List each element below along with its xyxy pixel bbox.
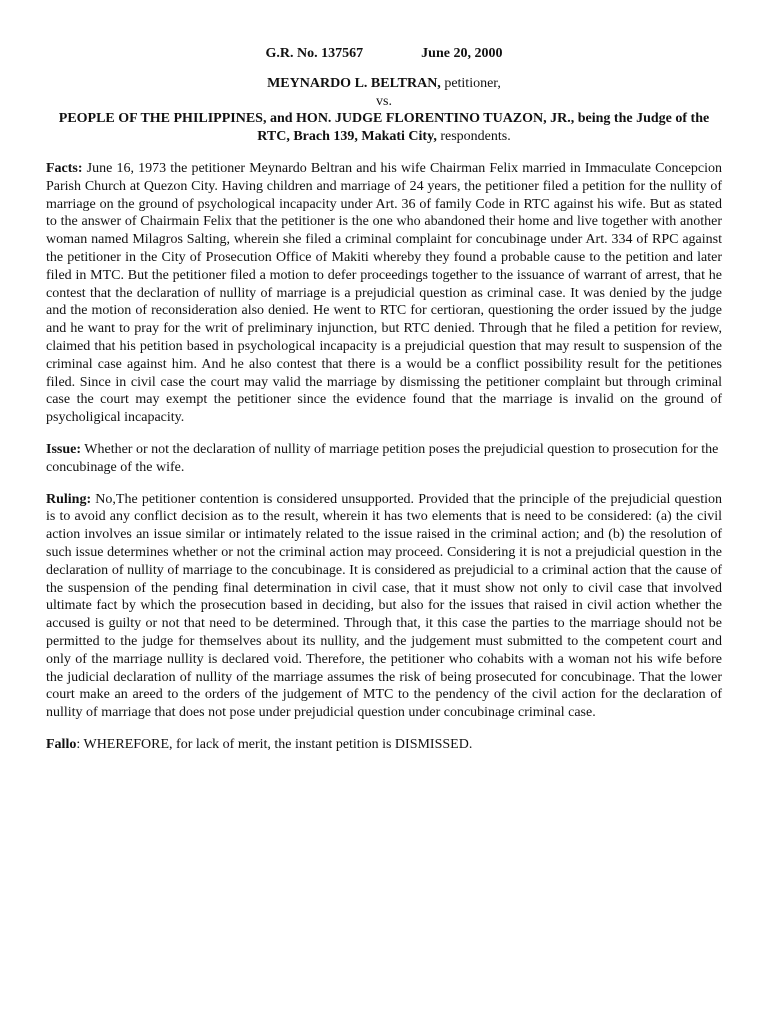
issue-text: Whether or not the declaration of nullity of marriage petition poses the prejudicial question to prosecution for the concubinage of the wife.: [46, 441, 719, 475]
issue-label: Issue:: [46, 441, 82, 457]
issue-section: [46, 441, 722, 477]
ruling-label: Ruling:: [46, 491, 92, 507]
fallo-section: [46, 736, 722, 754]
case-header: [46, 45, 722, 146]
decision-date: June 20, 2000: [421, 46, 503, 61]
versus-text: vs.: [376, 93, 392, 109]
case-caption-line: [46, 45, 722, 63]
petitioner-role: petitioner,: [440, 75, 501, 91]
fallo-label: Fallo: [46, 736, 77, 752]
document-page: [46, 45, 722, 754]
respondents-names: PEOPLE OF THE PHILIPPINES, and HON. JUDGE FLORENTINO TUAZON, JR., being the Judge of the RTC, Brach 139, Makati City,: [58, 111, 710, 145]
respondents-line: [46, 110, 722, 146]
ruling-section: [46, 491, 722, 722]
facts-section: [46, 160, 722, 427]
fallo-text: : WHEREFORE, for lack of merit, the instant petition is DISMISSED.: [76, 736, 473, 752]
gr-number: G.R. No. 137567: [265, 46, 364, 61]
petitioner-name: MEYNARDO L. BELTRAN,: [267, 75, 441, 91]
respondents-role: respondents.: [436, 129, 511, 145]
ruling-text: No,The petitioner contention is considered unsupported. Provided that the principle of the prejudicial question is to avoid any conflict decision as to the result, wherein it has two elements that is need to be considered: (a) the civil action involves an issue similar or intimately related to the issue raised in the criminal action; and (b) the resolution of such issue determines whether or not the criminal action may proceed. Considering it is not a prejudicial question in the declaration of nullity of marriage to the concubinage. It is considered as prejudicial to a criminal action that the cause of the suspension of the pending final determination in civil case, that it must show not only to civil case that involved ultimate fact by which the prosecution based in deciding, but also for the issues that raised in civil action whether the accused is guilty or not that need to be determined. Through that, it this case the parties to the marriage should not be permitted to the judge for themselves about its nullity, and the judgement must submitted to the competent court and only of the marriage nullity is declared void. Therefore, the petitioner who cohabits with a woman not his wife before the judicial declaration of nullity of the marriage assumes the risk of being prosecuted for concubinage. That the lower court make an areed to the orders of the judgement of MTC to the pendency of the civil action for the declaration of nullity of marriage that does not pose under prejudicial question under concubinage criminal case.: [46, 491, 722, 721]
petitioner-line: [46, 75, 722, 93]
facts-text: June 16, 1973 the petitioner Meynardo Beltran and his wife Chairman Felix married in Immaculate Concepcion Parish Church at Quezon City. Having children and marriage of 24 years, the petitioner filed a petition for the nullity of marriage on the ground of psychological incapacity under Art. 36 of family Code in RTC against his wife. But as stated to the answer of Chairmain Felix that the petitioner is the one who abandoned their home and live together with another woman named Milagros Salting, wherein she filed a criminal complaint for concubinage under Art. 334 of RPC against the petitioner in the City of Prosecution Office of Makiti whereby they found a probable cause to the petition and later filed in MTC. But the petitioner filed a motion to defer proceedings together to the issuance of warrant of arrest, that he contest that the declaration of nullity of marriage is a prejudicial question as criminal case. It was denied by the judge and the motion of reconsideration also denied. He went to RTC for certioran, questioning the order issued by the judge and he want to pray for the writ of preliminary injunction, but RTC denied. Through that he filed a petition for review, claimed that his petition based in psychological incapacity is a prejudicial question that may result to suspension of the criminal case against him. And he also contest that there is a would be a conflict possibility result for the petitiones filed. Since in civil case the court may valid the marriage by dismissing the petitioner complaint but through criminal case the court may exempt the petitioner since the evidence found that the marriage is invalid on the ground of psycholigical incapacity.: [46, 160, 722, 426]
facts-label: Facts:: [46, 160, 83, 176]
